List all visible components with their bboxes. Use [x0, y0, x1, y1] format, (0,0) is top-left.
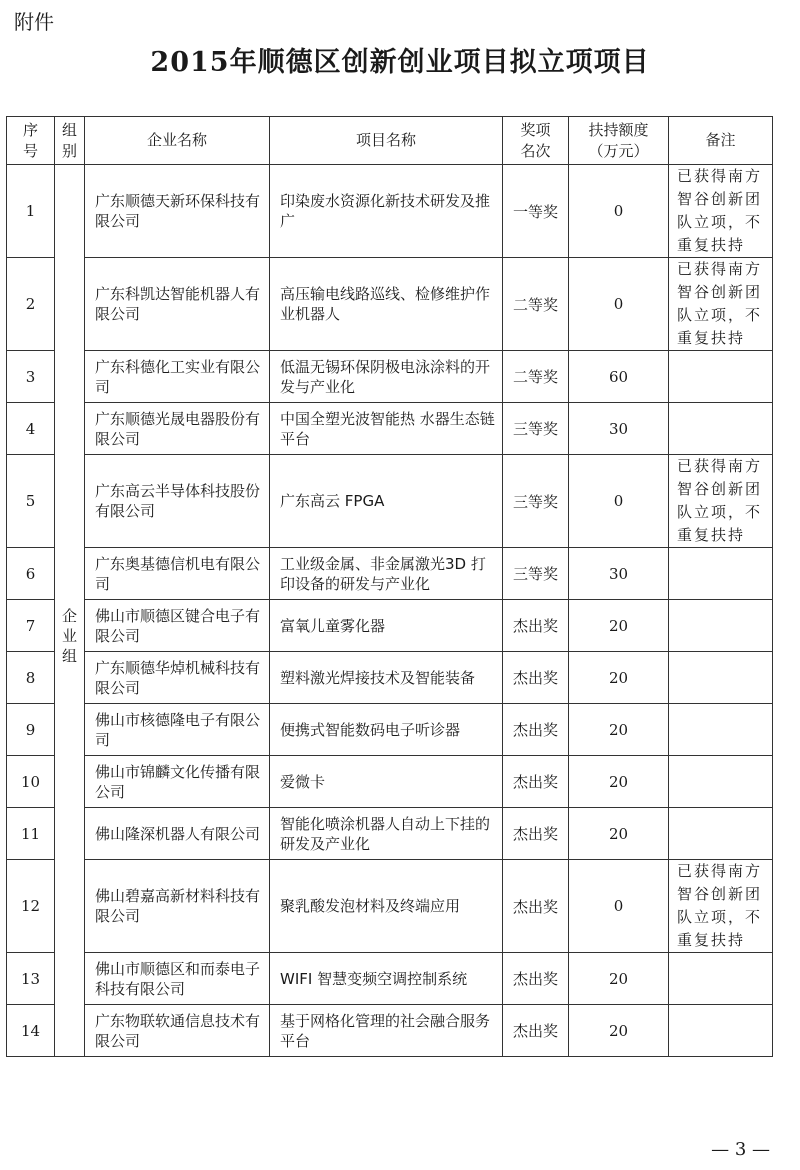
award-rank: 二等奖 — [503, 258, 569, 351]
support-amount: 20 — [569, 1005, 669, 1057]
project-table — [6, 116, 773, 1057]
award-rank: 一等奖 — [503, 165, 569, 258]
remark — [669, 704, 773, 756]
support-amount: 30 — [569, 403, 669, 455]
row-number: 3 — [7, 351, 55, 403]
project-name: 聚乳酸发泡材料及终端应用 — [270, 860, 503, 953]
award-rank: 杰出奖 — [503, 953, 569, 1005]
table-row — [7, 600, 773, 652]
row-number: 10 — [7, 756, 55, 808]
project-name: 印染废水资源化新技术研发及推广 — [270, 165, 503, 258]
company-name: 佛山隆深机器人有限公司 — [85, 808, 270, 860]
project-name: 爱微卡 — [270, 756, 503, 808]
table-row — [7, 756, 773, 808]
row-number: 11 — [7, 808, 55, 860]
table-row — [7, 652, 773, 704]
award-rank: 杰出奖 — [503, 860, 569, 953]
company-name: 佛山碧嘉高新材料科技有限公司 — [85, 860, 270, 953]
award-rank: 三等奖 — [503, 403, 569, 455]
remark — [669, 351, 773, 403]
company-name: 佛山市顺德区键合电子有限公司 — [85, 600, 270, 652]
company-name: 佛山市顺德区和而泰电子科技有限公司 — [85, 953, 270, 1005]
support-amount: 0 — [569, 165, 669, 258]
remark — [669, 600, 773, 652]
remark — [669, 652, 773, 704]
company-name: 广东顺德华焯机械科技有限公司 — [85, 652, 270, 704]
row-number: 13 — [7, 953, 55, 1005]
header-award: 奖项名次 — [503, 117, 569, 165]
row-number: 14 — [7, 1005, 55, 1057]
project-name: 基于网格化管理的社会融合服务平台 — [270, 1005, 503, 1057]
company-name: 广东奥基德信机电有限公司 — [85, 548, 270, 600]
group-label: 企业组 — [61, 606, 77, 665]
header-seq: 序号 — [7, 117, 55, 165]
project-name: 工业级金属、非金属激光3D 打印设备的研发与产业化 — [270, 548, 503, 600]
support-amount: 20 — [569, 652, 669, 704]
award-rank: 杰出奖 — [503, 1005, 569, 1057]
support-amount: 30 — [569, 548, 669, 600]
award-rank: 杰出奖 — [503, 756, 569, 808]
company-name: 广东科凯达智能机器人有限公司 — [85, 258, 270, 351]
row-number: 2 — [7, 258, 55, 351]
table-row — [7, 953, 773, 1005]
remark — [669, 403, 773, 455]
header-group: 组别 — [55, 117, 85, 165]
remark — [669, 548, 773, 600]
award-rank: 三等奖 — [503, 455, 569, 548]
table-row — [7, 1005, 773, 1057]
project-name: 智能化喷涂机器人自动上下挂的研发及产业化 — [270, 808, 503, 860]
award-rank: 二等奖 — [503, 351, 569, 403]
attachment-label: 附件 — [14, 10, 54, 34]
support-amount: 0 — [569, 258, 669, 351]
support-amount: 0 — [569, 860, 669, 953]
table-header-row — [7, 117, 773, 165]
page-number: — 3 — — [711, 1139, 770, 1160]
table-row — [7, 704, 773, 756]
award-rank: 杰出奖 — [503, 808, 569, 860]
support-amount: 20 — [569, 808, 669, 860]
support-amount: 20 — [569, 704, 669, 756]
table-row — [7, 258, 773, 351]
support-amount: 20 — [569, 756, 669, 808]
remark — [669, 808, 773, 860]
header-amount: 扶持额度（万元） — [569, 117, 669, 165]
company-name: 广东顺德光晟电器股份有限公司 — [85, 403, 270, 455]
table-row — [7, 403, 773, 455]
support-amount: 20 — [569, 600, 669, 652]
award-rank: 杰出奖 — [503, 652, 569, 704]
table-row — [7, 860, 773, 953]
row-number: 9 — [7, 704, 55, 756]
company-name: 广东顺德天新环保科技有限公司 — [85, 165, 270, 258]
table-row — [7, 455, 773, 548]
row-number: 8 — [7, 652, 55, 704]
remark: 已获得南方智谷创新团队立项，不重复扶持 — [669, 455, 773, 548]
award-rank: 杰出奖 — [503, 704, 569, 756]
project-name: 便携式智能数码电子听诊器 — [270, 704, 503, 756]
remark: 已获得南方智谷创新团队立项，不重复扶持 — [669, 165, 773, 258]
company-name: 佛山市锦麟文化传播有限公司 — [85, 756, 270, 808]
row-number: 4 — [7, 403, 55, 455]
group-cell — [55, 165, 85, 1057]
header-project: 项目名称 — [270, 117, 503, 165]
project-name: 高压输电线路巡线、检修维护作业机器人 — [270, 258, 503, 351]
row-number: 6 — [7, 548, 55, 600]
support-amount: 0 — [569, 455, 669, 548]
project-name: 低温无锡环保阴极电泳涂料的开发与产业化 — [270, 351, 503, 403]
remark: 已获得南方智谷创新团队立项，不重复扶持 — [669, 258, 773, 351]
row-number: 7 — [7, 600, 55, 652]
support-amount: 60 — [569, 351, 669, 403]
row-number: 5 — [7, 455, 55, 548]
remark: 已获得南方智谷创新团队立项，不重复扶持 — [669, 860, 773, 953]
table-body — [7, 165, 773, 1057]
company-name: 广东高云半导体科技股份有限公司 — [85, 455, 270, 548]
project-name: 塑料激光焊接技术及智能装备 — [270, 652, 503, 704]
table-row — [7, 808, 773, 860]
remark — [669, 1005, 773, 1057]
table-row — [7, 165, 773, 258]
header-company: 企业名称 — [85, 117, 270, 165]
header-note: 备注 — [669, 117, 773, 165]
project-name: 富氧儿童雾化器 — [270, 600, 503, 652]
project-name: WIFI 智慧变频空调控制系统 — [270, 953, 503, 1005]
table-row — [7, 548, 773, 600]
award-rank: 杰出奖 — [503, 600, 569, 652]
company-name: 佛山市核德隆电子有限公司 — [85, 704, 270, 756]
document-title: 2015年顺德区创新创业项目拟立项项目 — [150, 47, 650, 78]
award-rank: 三等奖 — [503, 548, 569, 600]
remark — [669, 756, 773, 808]
project-name: 中国全塑光波智能热 水器生态链平台 — [270, 403, 503, 455]
row-number: 1 — [7, 165, 55, 258]
remark — [669, 953, 773, 1005]
table-row — [7, 351, 773, 403]
project-name: 广东高云 FPGA — [270, 455, 503, 548]
company-name: 广东物联软通信息技术有限公司 — [85, 1005, 270, 1057]
support-amount: 20 — [569, 953, 669, 1005]
row-number: 12 — [7, 860, 55, 953]
company-name: 广东科德化工实业有限公司 — [85, 351, 270, 403]
